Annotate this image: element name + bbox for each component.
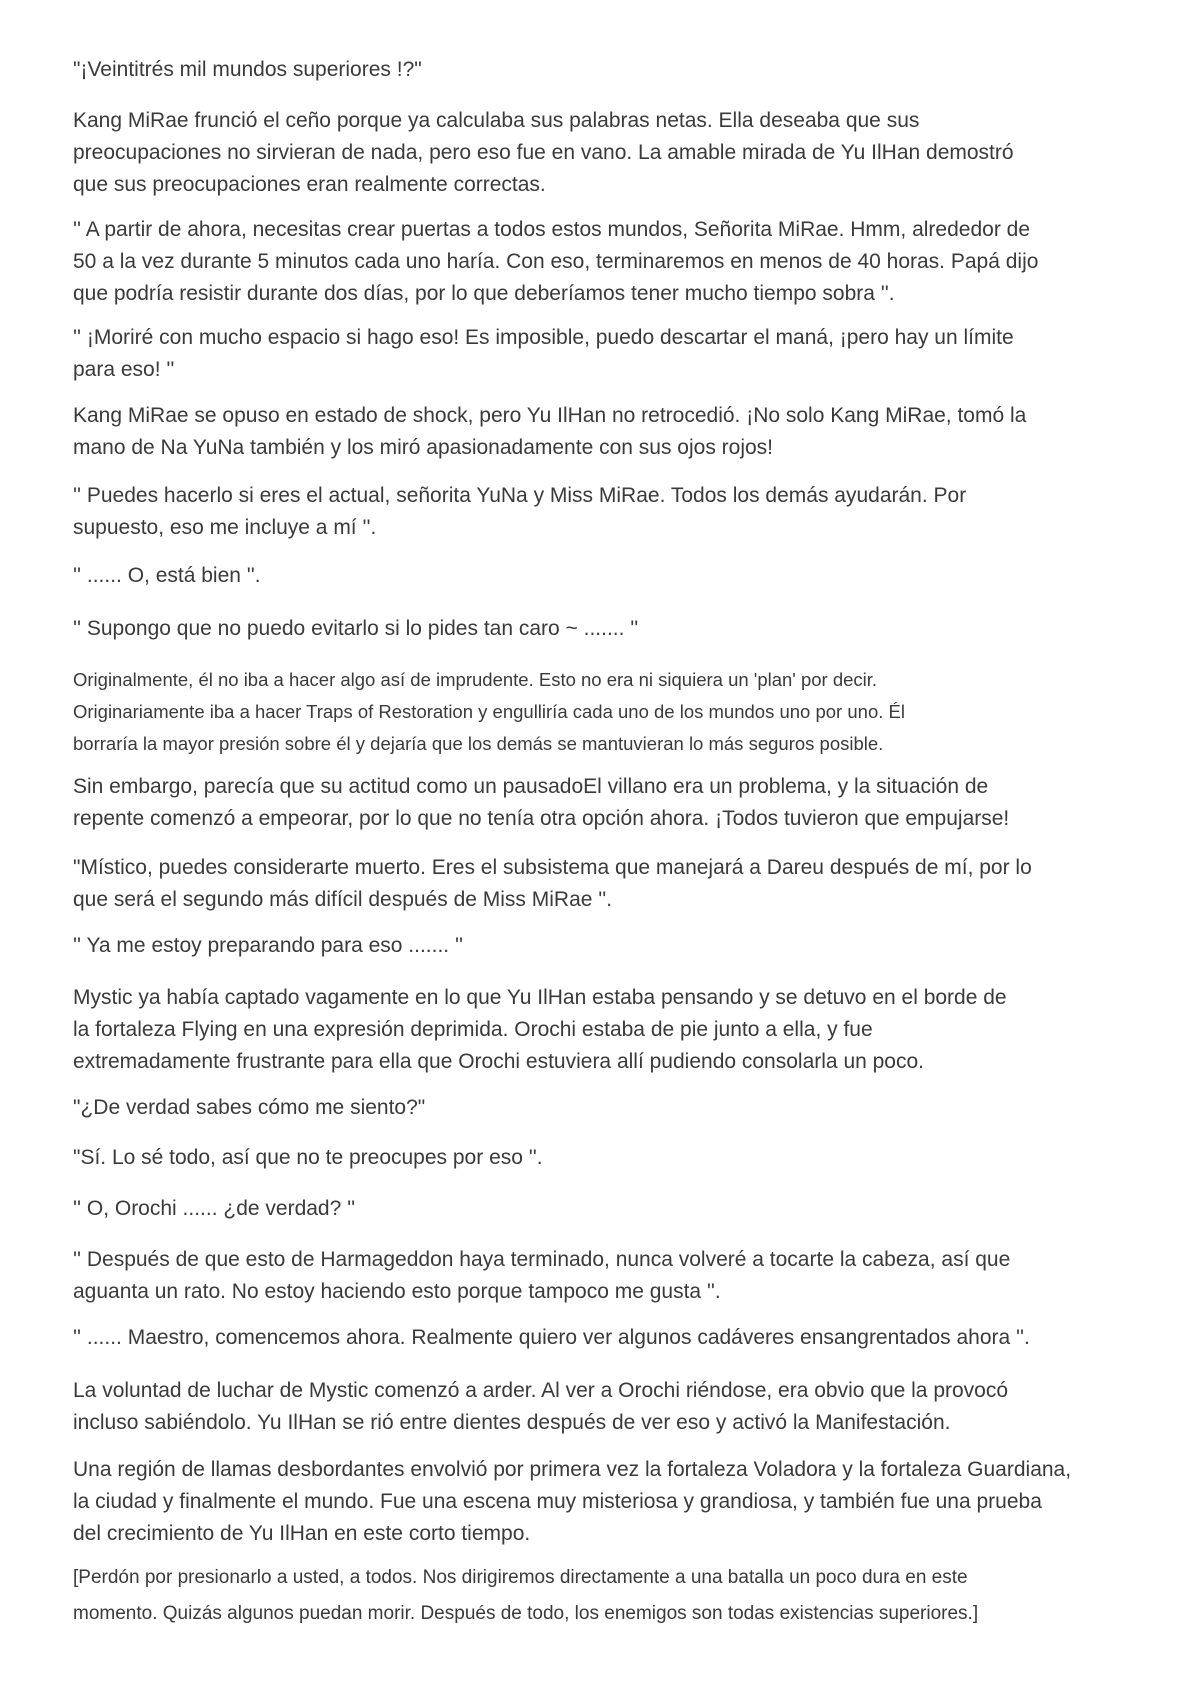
paragraph-16 <box>73 1193 1123 1225</box>
text-line: Kang MiRae frunció el ceño porque ya calculaba sus palabras netas. Ella deseaba que sus <box>73 109 920 132</box>
paragraph-2 <box>73 105 1123 201</box>
text-line: supuesto, eso me incluye a mí ''. <box>73 516 377 539</box>
paragraph-4 <box>73 322 1123 386</box>
text-line: '' ...... Maestro, comencemos ahora. Realmente quiero ver algunos cadáveres ensangrentados ahora ''. <box>73 1326 1030 1349</box>
text-line: '' Ya me estoy preparando para eso ....... '' <box>73 934 463 957</box>
text-line: aguanta un rato. No estoy haciendo esto porque tampoco me gusta ''. <box>73 1280 721 1303</box>
text-line: incluso sabiéndolo. Yu IlHan se rió entre dientes después de ver eso y activó la Manifestación. <box>73 1411 951 1434</box>
paragraph-19 <box>73 1375 1123 1439</box>
paragraph-5 <box>73 400 1123 464</box>
text-line: '' O, Orochi ...... ¿de verdad? '' <box>73 1197 356 1220</box>
text-line: repente comenzó a empeorar, por lo que no tenía otra opción ahora. ¡Todos tuvieron que empujarse! <box>73 807 1010 830</box>
paragraph-6 <box>73 480 1123 544</box>
paragraph-21 <box>73 1560 1123 1632</box>
paragraph-7 <box>73 560 1123 592</box>
text-line: extremadamente frustrante para ella que Orochi estuviera allí pudiendo consolarla un poco. <box>73 1050 925 1073</box>
text-line: '' A partir de ahora, necesitas crear puertas a todos estos mundos, Señorita MiRae. Hmm, alrededor de <box>73 218 1031 241</box>
text-line: Sin embargo, parecía que su actitud como un pausadoEl villano era un problema, y la situación de <box>73 775 989 798</box>
text-line: "Sí. Lo sé todo, así que no te preocupes por eso ''. <box>73 1146 543 1169</box>
text-line: '' Supongo que no puedo evitarlo si lo pides tan caro ~ ....... '' <box>73 617 639 640</box>
text-line: que será el segundo más difícil después de Miss MiRae ''. <box>73 888 613 911</box>
text-line: "Místico, puedes considerarte muerto. Eres el subsistema que manejará a Dareu después de mí, por lo <box>73 856 1032 879</box>
paragraph-10 <box>73 771 1123 835</box>
paragraph-13 <box>73 982 1123 1078</box>
text-line: mano de Na YuNa también y los miró apasionadamente con sus ojos rojos! <box>73 436 774 459</box>
text-line: para eso! '' <box>73 358 175 381</box>
text-line: la fortaleza Flying en una expresión deprimida. Orochi estaba de pie junto a ella, y fue <box>73 1018 873 1041</box>
text-line: "¡Veintitrés mil mundos superiores !?" <box>73 58 422 81</box>
paragraph-14 <box>73 1092 1123 1124</box>
text-line: que podría resistir durante dos días, por lo que deberíamos tener mucho tiempo sobra ''. <box>73 282 895 305</box>
text-line: del crecimiento de Yu IlHan en este corto tiempo. <box>73 1522 531 1545</box>
paragraph-12 <box>73 930 1123 962</box>
text-line: 50 a la vez durante 5 minutos cada uno haría. Con eso, terminaremos en menos de 40 horas. Papá dijo <box>73 250 1039 273</box>
paragraph-17 <box>73 1244 1123 1308</box>
text-line: Originariamente iba a hacer Traps of Restoration y engulliría cada uno de los mundos uno por uno. Él <box>73 701 905 722</box>
paragraph-11 <box>73 852 1123 916</box>
paragraph-18 <box>73 1322 1123 1354</box>
text-line: Mystic ya había captado vagamente en lo que Yu IlHan estaba pensando y se detuvo en el borde de <box>73 986 1007 1009</box>
text-line: '' ¡Moriré con mucho espacio si hago eso! Es imposible, puedo descartar el maná, ¡pero hay un límite <box>73 326 1014 349</box>
text-line: La voluntad de luchar de Mystic comenzó a arder. Al ver a Orochi riéndose, era obvio que la provocó <box>73 1379 1009 1402</box>
text-line: que sus preocupaciones eran realmente correctas. <box>73 173 546 196</box>
text-line: preocupaciones no sirvieran de nada, pero eso fue en vano. La amable mirada de Yu IlHan demostró <box>73 141 1014 164</box>
text-line: la ciudad y finalmente el mundo. Fue una escena muy misteriosa y grandiosa, y también fue una prueba <box>73 1490 1042 1513</box>
paragraph-9 <box>73 664 1123 760</box>
text-line: '' ...... O, está bien ''. <box>73 564 261 587</box>
text-line: Originalmente, él no iba a hacer algo así de imprudente. Esto no era ni siquiera un 'plan' por decir. <box>73 669 878 690</box>
text-line: [Perdón por presionarlo a usted, a todos. Nos dirigiremos directamente a una batalla un poco dura en este <box>73 1567 968 1588</box>
text-line: '' Después de que esto de Harmageddon haya terminado, nunca volveré a tocarte la cabeza, así que <box>73 1248 1011 1271</box>
text-line: borraría la mayor presión sobre él y dejaría que los demás se mantuvieran lo más seguros posible. <box>73 733 884 754</box>
paragraph-15 <box>73 1142 1123 1174</box>
text-line: Kang MiRae se opuso en estado de shock, pero Yu IlHan no retrocedió. ¡No solo Kang MiRae, tomó la <box>73 404 1027 427</box>
text-line: Una región de llamas desbordantes envolvió por primera vez la fortaleza Voladora y la fortaleza Guardiana, <box>73 1458 1072 1481</box>
paragraph-1 <box>73 54 1123 86</box>
paragraph-8 <box>73 613 1123 645</box>
paragraph-3 <box>73 214 1123 310</box>
text-line: '' Puedes hacerlo si eres el actual, señorita YuNa y Miss MiRae. Todos los demás ayudarán. Por <box>73 484 967 507</box>
text-line: momento. Quizás algunos puedan morir. Después de todo, los enemigos son todas existencias superiores.] <box>73 1603 979 1624</box>
text-line: "¿De verdad sabes cómo me siento?" <box>73 1096 426 1119</box>
paragraph-20 <box>73 1454 1123 1550</box>
